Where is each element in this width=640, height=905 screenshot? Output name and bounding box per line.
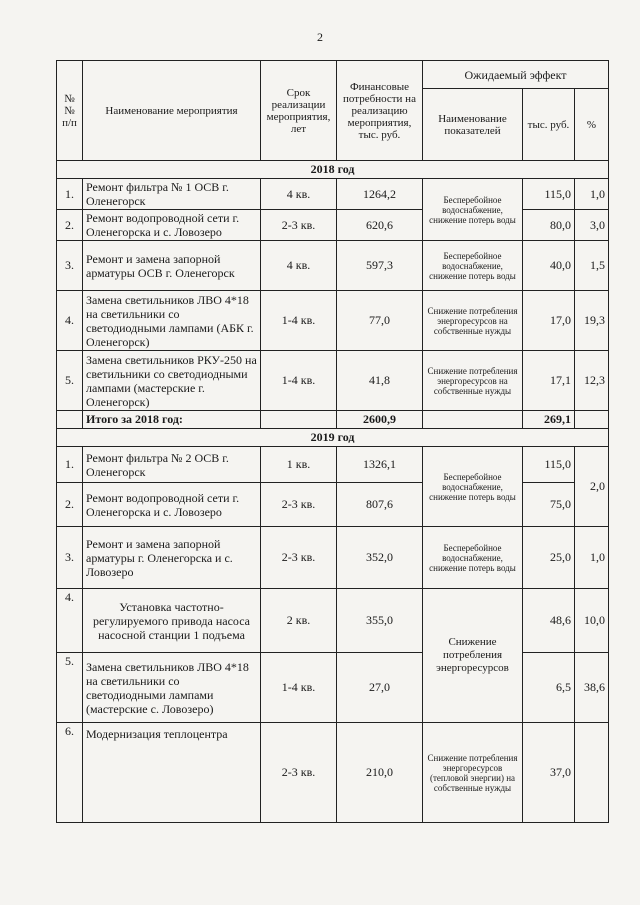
row-term: 4 кв. — [261, 241, 337, 291]
row-num: 2. — [57, 210, 83, 241]
row-percent: 1,0 — [575, 179, 609, 210]
total-spacer — [57, 411, 83, 429]
row-percent: 1,0 — [575, 527, 609, 589]
total-thousand: 269,1 — [523, 411, 575, 429]
row-num: 4. — [57, 589, 83, 653]
table-row — [57, 527, 609, 589]
row-num: 1. — [57, 447, 83, 483]
header-percent: % — [575, 89, 609, 161]
row-finance: 597,3 — [337, 241, 423, 291]
year-row-2019 — [57, 429, 609, 447]
row-effect: Бесперебойное водоснабжение, снижение потерь воды — [423, 179, 523, 241]
row-percent: 3,0 — [575, 210, 609, 241]
row-term: 4 кв. — [261, 179, 337, 210]
page-number: 2 — [317, 30, 323, 44]
total-label: Итого за 2018 год: — [83, 411, 261, 429]
row-thousand: 40,0 — [523, 241, 575, 291]
row-thousand: 25,0 — [523, 527, 575, 589]
row-finance: 355,0 — [337, 589, 423, 653]
row-percent: 2,0 — [575, 447, 609, 527]
row-term: 1-4 кв. — [261, 653, 337, 723]
row-term: 1-4 кв. — [261, 351, 337, 411]
row-thousand: 75,0 — [523, 483, 575, 527]
row-name: Ремонт и замена запорной арматуры ОСВ г. Оленегорск — [83, 241, 261, 291]
row-thousand: 115,0 — [523, 179, 575, 210]
table-row — [57, 723, 609, 823]
row-term: 2-3 кв. — [261, 527, 337, 589]
row-num: 2. — [57, 483, 83, 527]
table-row — [57, 589, 609, 653]
row-term: 1-4 кв. — [261, 291, 337, 351]
row-num: 1. — [57, 179, 83, 210]
row-name: Замена светильников ЛВО 4*18 на светильники со светодиодными лампами (мастерские с. Ловозеро) — [83, 653, 261, 723]
table-row — [57, 483, 609, 527]
row-percent: 10,0 — [575, 589, 609, 653]
total-effect — [423, 411, 523, 429]
row-num: 5. — [57, 351, 83, 411]
row-effect: Снижение потребления энергоресурсов на собственные нужды — [423, 291, 523, 351]
total-row-2018 — [57, 411, 609, 429]
row-effect: Снижение потребления энергоресурсов — [423, 589, 523, 723]
row-finance: 77,0 — [337, 291, 423, 351]
row-finance: 620,6 — [337, 210, 423, 241]
total-term — [261, 411, 337, 429]
row-percent: 1,5 — [575, 241, 609, 291]
row-thousand: 17,0 — [523, 291, 575, 351]
row-effect: Снижение потребления энергоресурсов на собственные нужды — [423, 351, 523, 411]
row-effect: Бесперебойное водоснабжение, снижение потерь воды — [423, 447, 523, 527]
row-name: Ремонт и замена запорной арматуры г. Оленегорска и с. Ловозеро — [83, 527, 261, 589]
row-finance: 807,6 — [337, 483, 423, 527]
table-row — [57, 179, 609, 210]
header-row — [57, 61, 609, 89]
row-name: Замена светильников РКУ-250 на светильники со светодиодными лампами (мастерские г. Оленегорск) — [83, 351, 261, 411]
row-effect: Снижение потребления энергоресурсов (тепловой энергии) на собственные нужды — [423, 723, 523, 823]
row-thousand: 48,6 — [523, 589, 575, 653]
row-name: Модернизация теплоцентра — [83, 723, 261, 823]
header-name: Наименование мероприятия — [83, 61, 261, 161]
year-2019: 2019 год — [57, 429, 609, 447]
table-row — [57, 351, 609, 411]
header-indicator: Наименование показателей — [423, 89, 523, 161]
total-finance: 2600,9 — [337, 411, 423, 429]
row-thousand: 115,0 — [523, 447, 575, 483]
row-percent — [575, 723, 609, 823]
table-row — [57, 210, 609, 241]
table-row — [57, 241, 609, 291]
header-finance: Финансовые потребности на реализацию мероприятия, тыс. руб. — [337, 61, 423, 161]
row-name: Замена светильников ЛВО 4*18 на светильники со светодиодными лампами (АБК г. Оленегорск) — [83, 291, 261, 351]
header-num: №№ п/п — [57, 61, 83, 161]
row-name: Ремонт водопроводной сети г. Оленегорска и с. Ловозеро — [83, 210, 261, 241]
row-finance: 1326,1 — [337, 447, 423, 483]
row-term: 2 кв. — [261, 589, 337, 653]
row-term: 2-3 кв. — [261, 723, 337, 823]
total-percent — [575, 411, 609, 429]
header-term: Срок реализации мероприятия, лет — [261, 61, 337, 161]
header-thousand: тыс. руб. — [523, 89, 575, 161]
row-num: 4. — [57, 291, 83, 351]
row-num: 3. — [57, 241, 83, 291]
year-2018: 2018 год — [57, 161, 609, 179]
row-finance: 41,8 — [337, 351, 423, 411]
measures-table — [56, 60, 609, 823]
row-term: 1 кв. — [261, 447, 337, 483]
header-effect: Ожидаемый эффект — [423, 61, 609, 89]
row-effect: Бесперебойное водоснабжение, снижение потерь воды — [423, 241, 523, 291]
row-thousand: 37,0 — [523, 723, 575, 823]
row-finance: 27,0 — [337, 653, 423, 723]
year-row-2018 — [57, 161, 609, 179]
row-name: Ремонт фильтра № 1 ОСВ г. Оленегорск — [83, 179, 261, 210]
table-row — [57, 291, 609, 351]
row-percent: 38,6 — [575, 653, 609, 723]
row-effect: Бесперебойное водоснабжение, снижение потерь воды — [423, 527, 523, 589]
row-finance: 1264,2 — [337, 179, 423, 210]
row-term: 2-3 кв. — [261, 483, 337, 527]
row-num: 3. — [57, 527, 83, 589]
row-num: 6. — [57, 723, 83, 823]
row-thousand: 6,5 — [523, 653, 575, 723]
row-name: Установка частотно-регулируемого привода насоса насосной станции 1 подъема — [83, 589, 261, 653]
row-thousand: 17,1 — [523, 351, 575, 411]
row-finance: 210,0 — [337, 723, 423, 823]
row-thousand: 80,0 — [523, 210, 575, 241]
table-row — [57, 653, 609, 723]
row-percent: 19,3 — [575, 291, 609, 351]
row-name: Ремонт фильтра № 2 ОСВ г. Оленегорск — [83, 447, 261, 483]
row-term: 2-3 кв. — [261, 210, 337, 241]
table-row — [57, 447, 609, 483]
row-percent: 12,3 — [575, 351, 609, 411]
row-finance: 352,0 — [337, 527, 423, 589]
row-name: Ремонт водопроводной сети г. Оленегорска и с. Ловозеро — [83, 483, 261, 527]
row-num: 5. — [57, 653, 83, 723]
